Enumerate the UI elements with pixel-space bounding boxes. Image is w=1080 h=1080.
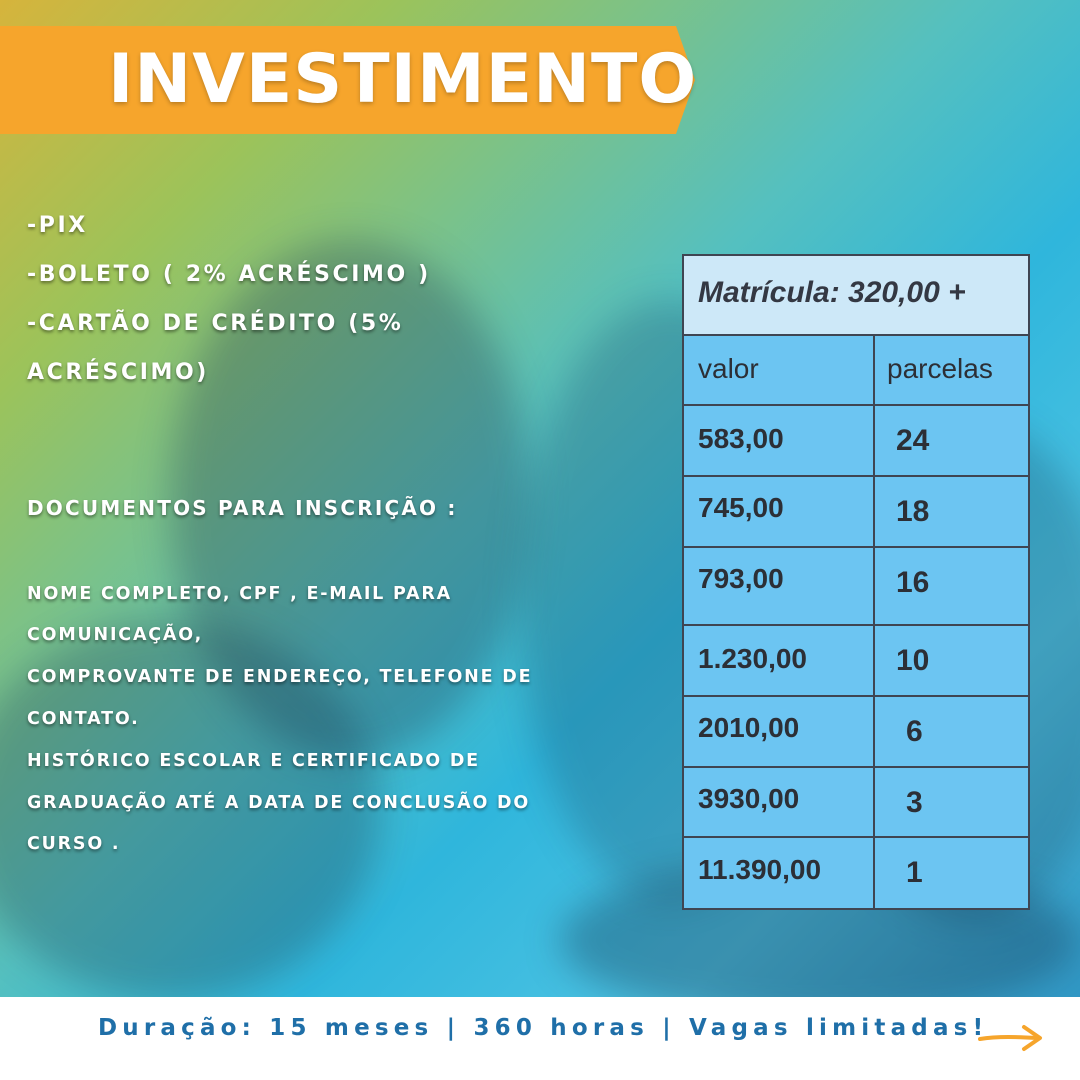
payment-method-card: -CARTÃO DE CRÉDITO (5% <box>27 311 404 336</box>
row-parcelas: 18 <box>896 495 930 528</box>
payment-method-boleto: -BOLETO ( 2% ACRÉSCIMO ) <box>27 262 431 287</box>
table-column-header-row <box>684 336 1028 406</box>
table-row <box>684 406 1028 477</box>
documents-line: HISTÓRICO ESCOLAR E CERTIFICADO DE <box>27 751 480 771</box>
documents-line: NOME COMPLETO, CPF , E-MAIL PARA <box>27 584 452 604</box>
page-title: INVESTIMENTO <box>108 40 698 119</box>
row-parcelas: 24 <box>896 424 930 457</box>
row-parcelas: 3 <box>906 786 923 819</box>
column-header-parcelas: parcelas <box>887 353 993 384</box>
row-valor: 2010,00 <box>698 712 800 743</box>
row-valor: 1.230,00 <box>698 643 807 674</box>
enrollment-fee: Matrícula: 320,00 + <box>698 276 966 309</box>
price-table <box>682 254 1030 910</box>
documents-title: DOCUMENTOS PARA INSCRIÇÃO : <box>27 496 458 520</box>
row-valor: 793,00 <box>698 563 784 594</box>
table-row <box>684 697 1028 768</box>
documents-line: COMPROVANTE DE ENDEREÇO, TELEFONE DE <box>27 667 533 687</box>
documents-line: COMUNICAÇÃO, <box>27 625 204 645</box>
documents-line: CURSO . <box>27 834 121 854</box>
footer-info: Duração: 15 meses | 360 horas | Vagas limitadas! <box>98 1015 989 1041</box>
payment-method-card-cont: ACRÉSCIMO) <box>27 360 209 385</box>
payment-method-pix: -PIX <box>27 213 88 238</box>
documents-line: CONTATO. <box>27 709 140 729</box>
row-valor: 3930,00 <box>698 783 800 814</box>
table-row <box>684 548 1028 626</box>
table-header <box>684 256 1028 336</box>
row-parcelas: 6 <box>906 715 923 748</box>
row-parcelas: 10 <box>896 644 930 677</box>
arrow-right-icon <box>978 1019 1044 1055</box>
documents-line: GRADUAÇÃO ATÉ A DATA DE CONCLUSÃO DO <box>27 793 531 813</box>
table-row <box>684 838 1028 908</box>
column-header-valor: valor <box>698 353 759 384</box>
row-parcelas: 1 <box>906 856 923 889</box>
row-valor: 745,00 <box>698 492 784 523</box>
row-valor: 583,00 <box>698 423 784 454</box>
row-parcelas: 16 <box>896 566 930 599</box>
table-row <box>684 477 1028 548</box>
table-row <box>684 626 1028 697</box>
table-row <box>684 768 1028 838</box>
row-valor: 11.390,00 <box>698 854 822 885</box>
footer-bar <box>0 997 1080 1080</box>
